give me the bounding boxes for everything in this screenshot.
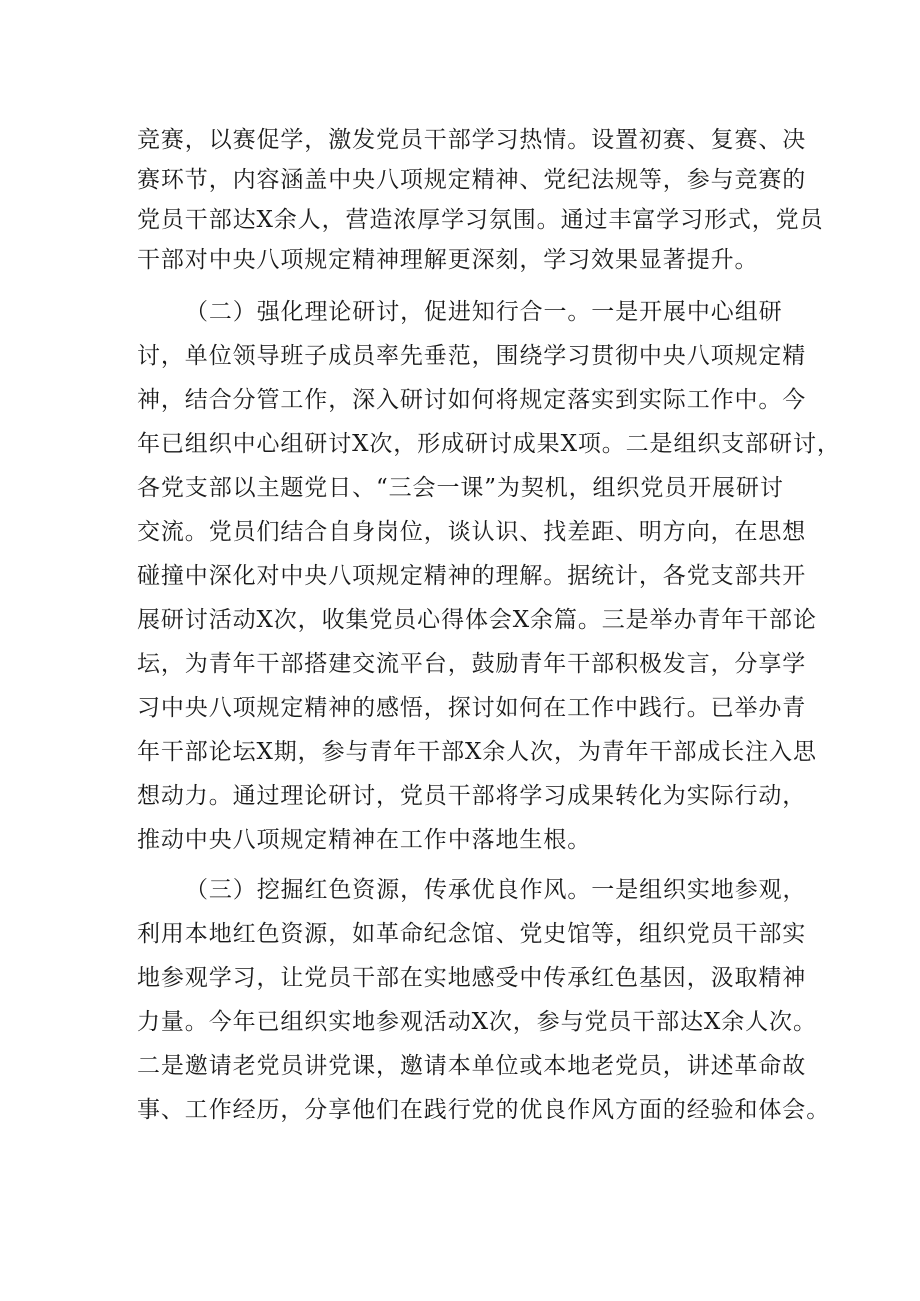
text-line: 事、工作经历，分享他们在践行党的优良作风方面的经验和体会。: [137, 1097, 831, 1123]
text-line: 各党支部以主题党日、“三会一课”为契机，组织党员开展研讨: [137, 475, 784, 501]
text-line: 坛，为青年干部搭建交流平台，鼓励青年干部积极发言，分享学: [137, 651, 807, 677]
text-line: 想动力。通过理论研讨，党员干部将学习成果转化为实际行动，: [137, 783, 807, 809]
text-line: 年干部论坛X期，参与青年干部X余人次，为青年干部成长注入思: [137, 739, 817, 765]
text-line: 神，结合分管工作，深入研讨如何将规定落实到实际工作中。今: [137, 387, 807, 413]
text-line: 利用本地红色资源，如革命纪念馆、党史馆等，组织党员干部实: [137, 921, 807, 947]
section-heading-line: （二）强化理论研讨，促进知行合一。一是开展中心组研: [185, 299, 783, 325]
text-line: 习中央八项规定精神的感悟，探讨如何在工作中践行。已举办青: [137, 695, 807, 721]
text-line: 赛环节，内容涵盖中央八项规定精神、党纪法规等，参与竞赛的: [137, 167, 807, 193]
text-line: 碰撞中深化对中央八项规定精神的理解。据统计，各党支部共开: [137, 563, 807, 589]
text-line: 年已组织中心组研讨X次，形成研讨成果X项。二是组织支部研讨，: [137, 431, 841, 457]
text-line: 竞赛，以赛促学，激发党员干部学习热情。设置初赛、复赛、决: [137, 127, 807, 153]
text-line: 推动中央八项规定精神在工作中落地生根。: [137, 827, 592, 853]
text-line: 交流。党员们结合自身岗位，谈认识、找差距、明方向，在思想: [137, 519, 807, 545]
text-line: 干部对中央八项规定精神理解更深刻，学习效果显著提升。: [137, 247, 759, 273]
text-line: 讨，单位领导班子成员率先垂范，围绕学习贯彻中央八项规定精: [137, 343, 807, 369]
text-line: 党员干部达X余人，营造浓厚学习氛围。通过丰富学习形式，党员: [137, 207, 824, 233]
section-heading-line: （三）挖掘红色资源，传承优良作风。一是组织实地参观，: [185, 877, 807, 903]
text-line: 力量。今年已组织实地参观活动X次，参与党员干部达X余人次。: [137, 1009, 817, 1035]
text-line: 地参观学习，让党员干部在实地感受中传承红色基因，汲取精神: [137, 965, 807, 991]
text-line: 二是邀请老党员讲党课，邀请本单位或本地老党员，讲述革命故: [137, 1053, 807, 1079]
text-line: 展研讨活动X次，收集党员心得体会X余篇。三是举办青年干部论: [137, 607, 817, 633]
